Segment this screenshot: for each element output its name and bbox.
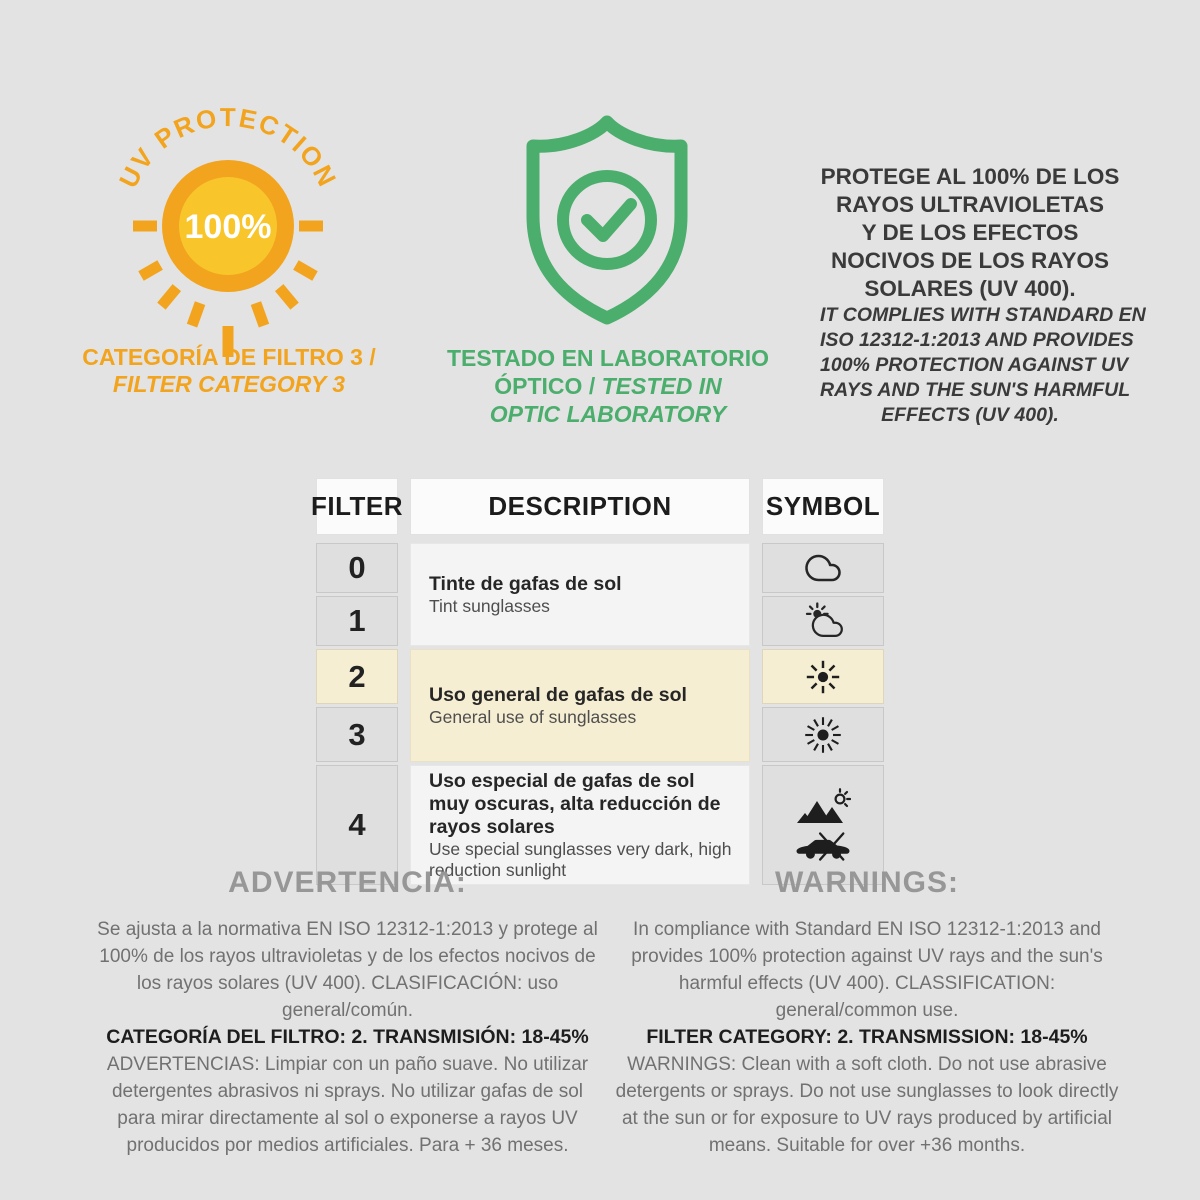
description-es: Tinte de gafas de sol (429, 572, 622, 595)
caption-line-2-upright: ÓPTICO / (494, 373, 596, 399)
caption-line-2-italic: TESTED IN (601, 373, 722, 399)
protection-statement (820, 163, 1146, 428)
statement-en-line: ISO 12312-1:2013 AND PROVIDES (820, 329, 1134, 351)
shield-check-icon (515, 112, 700, 327)
description-es: Uso general de gafas de sol (429, 683, 687, 706)
caption-line-1: TESTADO EN LABORATORIO (447, 345, 769, 371)
filter-category-table (310, 478, 884, 888)
caption-line-en: FILTER CATEGORY 3 (112, 371, 346, 397)
statement-en-line: RAYS AND THE SUN'S HARMFUL (820, 379, 1131, 401)
uv-filter-category-caption (40, 344, 418, 398)
description-rows-0-1 (410, 543, 750, 646)
column-header-symbol: SYMBOL (762, 478, 884, 535)
warnings-es-heading: ADVERTENCIA: (228, 866, 467, 899)
warnings-spanish-column (95, 866, 600, 1159)
column-header-filter: FILTER (316, 478, 398, 535)
symbol-cell-2 (762, 649, 884, 704)
description-es: Uso especial de gafas de sol muy oscuras, alta reducción de rayos solares (429, 769, 721, 838)
description-en: Use special sunglasses very dark, high reduction sunlight (429, 838, 732, 880)
statement-en-line: IT COMPLIES WITH STANDARD EN (820, 304, 1146, 326)
symbol-cell-0 (762, 543, 884, 593)
statement-en-line: EFFECTS (UV 400). (881, 404, 1059, 426)
lab-tested-caption (447, 344, 769, 428)
filter-4-cell: 4 (316, 765, 398, 885)
description-rows-2-3 (410, 649, 750, 762)
sun-100-percent-icon (88, 82, 368, 367)
statement-es-line: SOLARES (UV 400). (864, 276, 1076, 301)
filter-2-cell: 2 (316, 649, 398, 704)
uv-percent-label: 100% (184, 208, 272, 246)
statement-es-line: NOCIVOS DE LOS RAYOS (831, 248, 1109, 273)
mountains-sun-icon (795, 788, 851, 826)
caption-line-3: OPTIC LABORATORY (489, 401, 727, 427)
sun-icon (804, 658, 842, 696)
filter-0-cell: 0 (316, 543, 398, 593)
statement-en-line: 100% PROTECTION AGAINST UV (820, 354, 1129, 376)
description-en: Tint sunglasses (429, 595, 550, 616)
warnings-en-filter-line: FILTER CATEGORY: 2. TRANSMISSION: 18-45% (646, 1026, 1088, 1048)
warnings-es-body1: Se ajusta a la normativa EN ISO 12312-1:2013 y protege al 100% de los rayos ultravioletas y de los efectos nocivos de los rayos solares (UV 400). CLASIFICACIÓN: uso general/común. (97, 919, 598, 1021)
warnings-en-body1: In compliance with Standard EN ISO 12312-1:2013 and provides 100% protection against UV rays and the sun's harmful effects (UV 400). CLASSIFICATION: general/common use. (631, 919, 1103, 1021)
caption-line-es: CATEGORÍA DE FILTRO 3 / (82, 344, 376, 370)
warnings-en-body2: WARNINGS: Clean with a soft cloth. Do not use abrasive detergents or sprays. Do not use sunglasses to look directly at the sun or for exposure to UV rays produced by artificial means. Suitable for over +36 months. (615, 1054, 1119, 1156)
description-en: General use of sunglasses (429, 706, 637, 727)
warnings-en-heading: WARNINGS: (775, 866, 959, 899)
uv-protection-arc-text: UV PROTECTION (112, 102, 344, 193)
warnings-english-column (612, 866, 1122, 1159)
bright-sun-icon (803, 715, 843, 755)
symbol-cell-1 (762, 596, 884, 646)
statement-es-line: RAYOS ULTRAVIOLETAS (836, 192, 1104, 217)
cloud-icon (801, 550, 845, 586)
statement-es-line: Y DE LOS EFECTOS (861, 220, 1079, 245)
caption-line-2 (447, 372, 769, 400)
sun-behind-cloud-icon (800, 601, 846, 641)
filter-3-cell: 3 (316, 707, 398, 762)
column-header-description: DESCRIPTION (410, 478, 750, 535)
symbol-cell-3 (762, 707, 884, 762)
warnings-es-filter-line: CATEGORÍA DEL FILTRO: 2. TRANSMISIÓN: 18-45% (106, 1026, 589, 1048)
warnings-es-body2: ADVERTENCIAS: Limpiar con un paño suave. No utilizar detergentes abrasivos ni sprays. No utilizar gafas de sol para mirar directamente al sol o exponerse a rayos UV producidos por medios artificiales. Para + 36 meses. (106, 1054, 589, 1156)
statement-es-line: PROTEGE AL 100% DE LOS (820, 164, 1120, 189)
filter-1-cell: 1 (316, 596, 398, 646)
car-crossed-icon (794, 831, 852, 863)
